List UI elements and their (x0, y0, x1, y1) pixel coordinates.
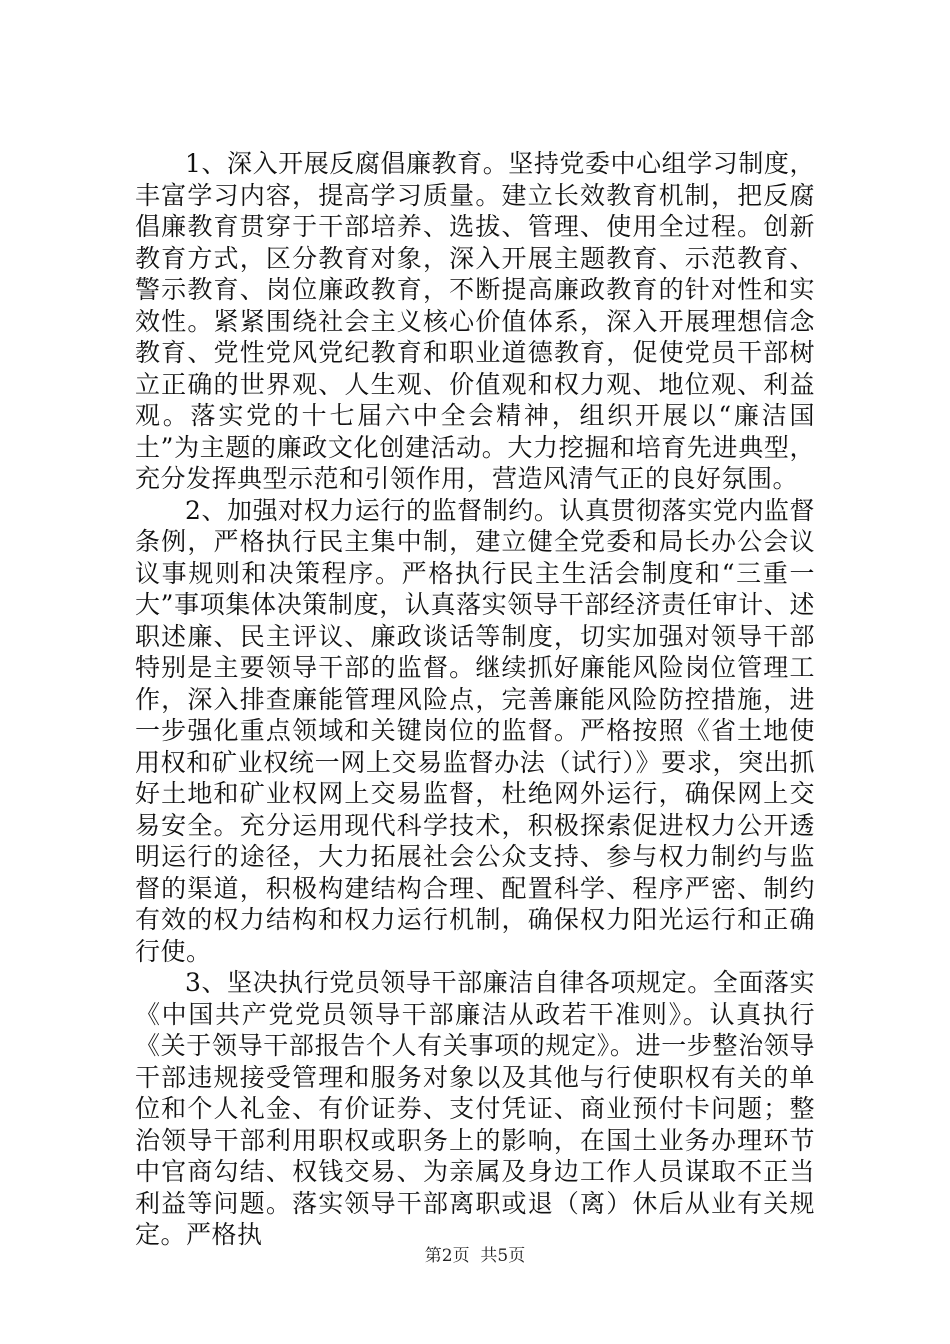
paragraph-2: 2、加强对权力运行的监督制约。认真贯彻落实党内监督条例，严格执行民主集中制，建立健全党委和局长办公会议议事规则和决策程序。严格执行民主生活会制度和“三重一大”事项集体决策制度，认真落实领导干部经济责任审计、述职述廉、民主评议、廉政谈话等制度，切实加强对领导干部特别是主要领导干部的监督。继续抓好廉能风险岗位管理工作，深入排查廉能管理风险点，完善廉能风险防控措施，进一步强化重点领域和关键岗位的监督。严格按照《省土地使用权和矿业权统一网上交易监督办法（试行）》要求，突出抓好土地和矿业权网上交易监督，杜绝网外运行，确保网上交易安全。充分运用现代科学技术，积极探索促进权力公开透明运行的途径，大力拓展社会公众支持、参与权力制约与监督的渠道，积极构建结构合理、配置科学、程序严密、制约有效的权力结构和权力运行机制，确保权力阳光运行和正确行使。 (135, 495, 815, 966)
document-body (135, 148, 815, 1251)
page-number: 第2页 共5页 (424, 1246, 526, 1266)
paragraph-3: 3、坚决执行党员领导干部廉洁自律各项规定。全面落实《中国共产党党员领导干部廉洁从政若干准则》。认真执行《关于领导干部报告个人有关事项的规定》。进一步整治领导干部违规接受管理和服务对象以及其他与行使职权有关的单位和个人礼金、有价证券、支付凭证、商业预付卡问题；整治领导干部利用职权或职务上的影响，在国土业务办理环节中官商勾结、权钱交易、为亲属及身边工作人员谋取不正当利益等问题。落实领导干部离职或退（离）休后从业有关规定。严格执 (135, 968, 815, 1249)
page-footer (0, 1244, 950, 1268)
paragraph-1: 1、深入开展反腐倡廉教育。坚持党委中心组学习制度，丰富学习内容，提高学习质量。建立长效教育机制，把反腐倡廉教育贯穿于干部培养、选拔、管理、使用全过程。创新教育方式，区分教育对象，深入开展主题教育、示范教育、警示教育、岗位廉政教育，不断提高廉政教育的针对性和实效性。紧紧围绕社会主义核心价值体系，深入开展理想信念教育、党性党风党纪教育和职业道德教育，促使党员干部树立正确的世界观、人生观、价值观和权力观、地位观、利益观。落实党的十七届六中全会精神，组织开展以“廉洁国土”为主题的廉政文化创建活动。大力挖掘和培育先进典型，充分发挥典型示范和引领作用，营造风清气正的良好氛围。 (135, 149, 815, 493)
